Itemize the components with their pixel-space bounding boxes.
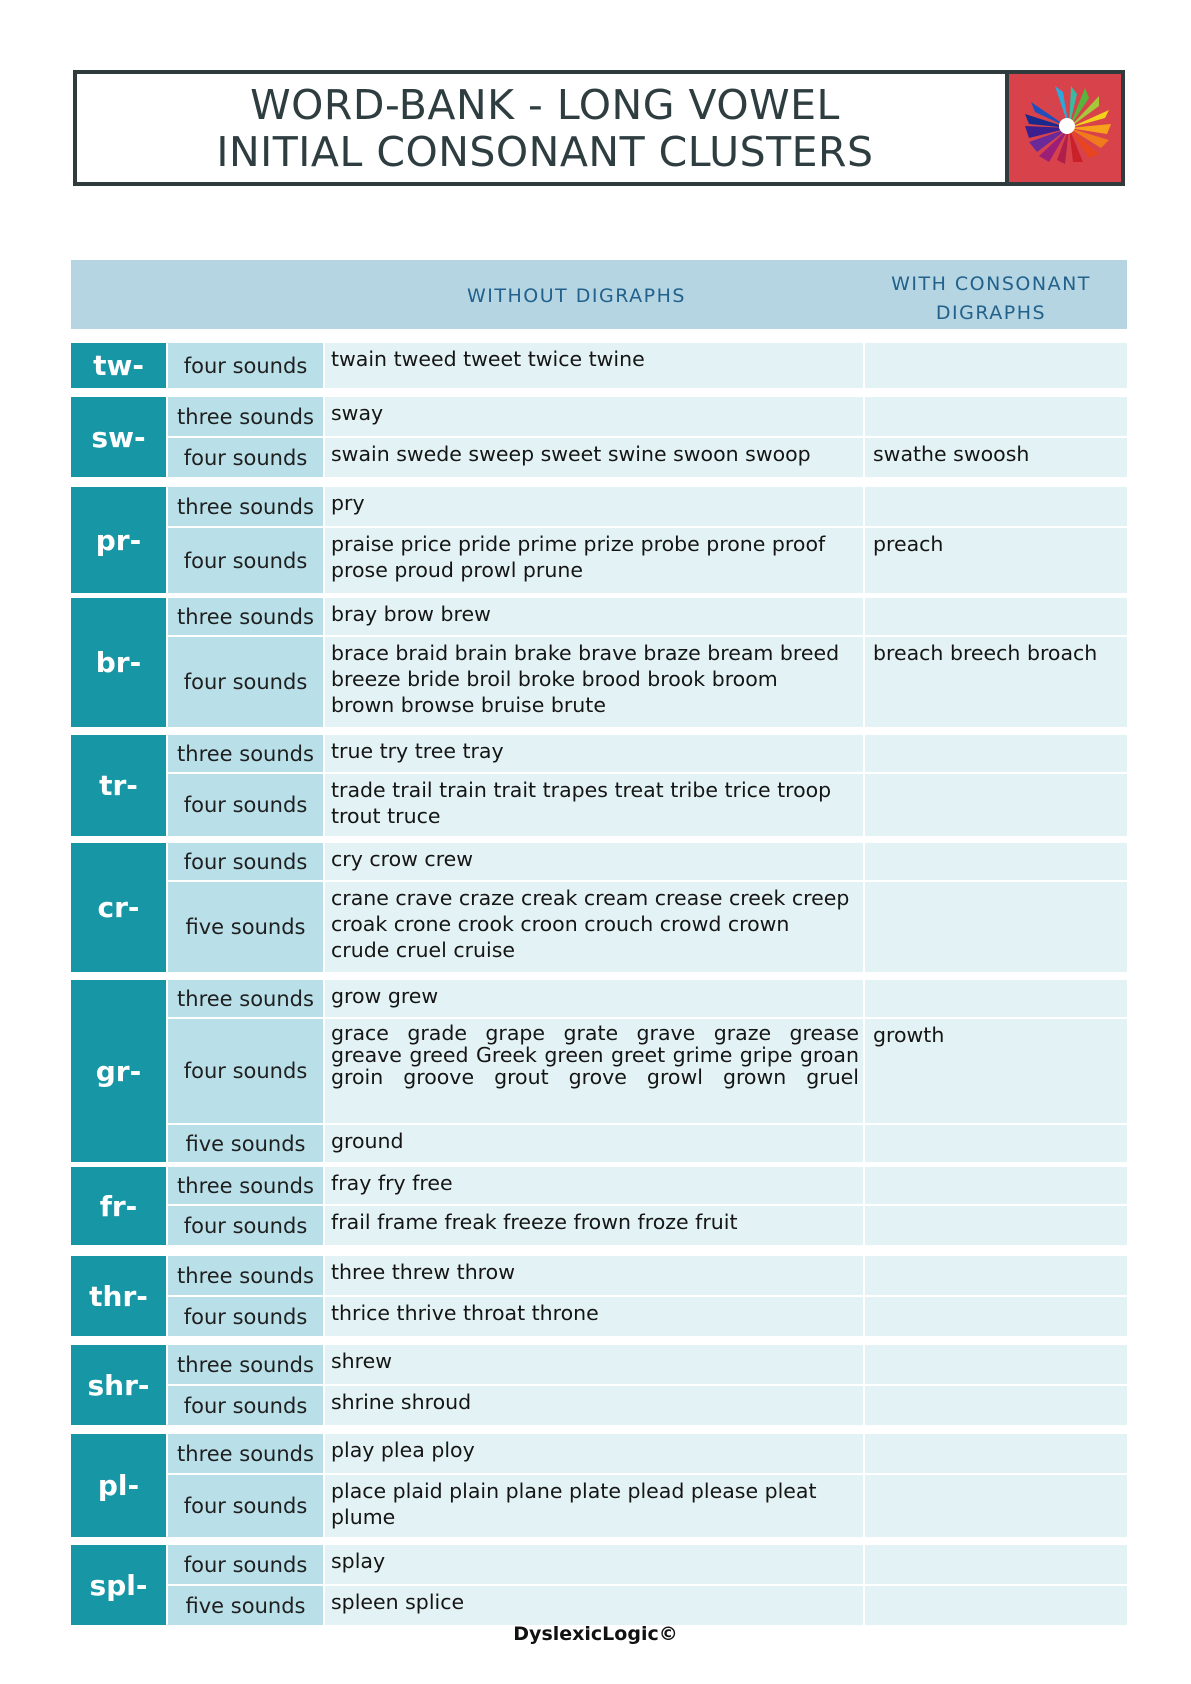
words-without-digraphs: fray fry free bbox=[325, 1167, 863, 1204]
words-with-digraphs bbox=[865, 1125, 1127, 1162]
table-row bbox=[168, 343, 1127, 388]
cluster-group bbox=[71, 1434, 1127, 1537]
words-without-digraphs: cry crow crew bbox=[325, 843, 863, 880]
sound-count-label: four sounds bbox=[168, 1019, 323, 1123]
sound-count-label: three sounds bbox=[168, 1167, 323, 1204]
words-without-digraphs: true try tree tray bbox=[325, 735, 863, 772]
words-with-digraphs bbox=[865, 1434, 1127, 1473]
table-row bbox=[168, 528, 1127, 593]
cluster-prefix: pl- bbox=[71, 1434, 166, 1537]
sound-count-label: three sounds bbox=[168, 397, 323, 436]
words-with-digraphs bbox=[865, 1586, 1127, 1625]
cluster-prefix: pr- bbox=[71, 487, 166, 593]
cluster-group bbox=[71, 1167, 1127, 1245]
sound-count-label: four sounds bbox=[168, 1475, 323, 1537]
words-with-digraphs bbox=[865, 1167, 1127, 1204]
sound-count-label: four sounds bbox=[168, 774, 323, 836]
footer-copyright: DyslexicLogic© bbox=[513, 1623, 678, 1645]
sound-count-label: three sounds bbox=[168, 1434, 323, 1473]
cluster-prefix: spl- bbox=[71, 1545, 166, 1625]
cluster-group bbox=[71, 1545, 1127, 1625]
cluster-group bbox=[71, 980, 1127, 1162]
cluster-prefix: fr- bbox=[71, 1167, 166, 1245]
table-row bbox=[168, 1345, 1127, 1384]
cluster-group bbox=[71, 735, 1127, 836]
words-without-digraphs: grow grew bbox=[325, 980, 863, 1017]
cluster-prefix: cr- bbox=[71, 843, 166, 972]
cluster-prefix: shr- bbox=[71, 1345, 166, 1425]
table-row bbox=[168, 980, 1127, 1017]
page-title bbox=[77, 82, 1013, 176]
words-without-digraphs: thrice thrive throat throne bbox=[325, 1297, 863, 1336]
words-with-digraphs bbox=[865, 1206, 1127, 1245]
table-row bbox=[168, 598, 1127, 635]
sound-count-label: four sounds bbox=[168, 1206, 323, 1245]
words-with-digraphs bbox=[865, 598, 1127, 635]
sound-count-label: four sounds bbox=[168, 1297, 323, 1336]
cluster-prefix: tr- bbox=[71, 735, 166, 836]
sound-count-label: four sounds bbox=[168, 343, 323, 388]
table-row bbox=[168, 1586, 1127, 1625]
words-with-digraphs bbox=[865, 980, 1127, 1017]
words-with-digraphs bbox=[865, 1256, 1127, 1295]
words-with-digraphs bbox=[865, 1545, 1127, 1584]
words-with-digraphs bbox=[865, 397, 1127, 436]
sound-count-label: three sounds bbox=[168, 1256, 323, 1295]
words-with-digraphs bbox=[865, 487, 1127, 526]
words-with-digraphs bbox=[865, 774, 1127, 836]
words-with-digraphs bbox=[865, 843, 1127, 880]
title-line-1: WORD-BANK - LONG VOWEL bbox=[250, 81, 840, 129]
sound-count-label: four sounds bbox=[168, 843, 323, 880]
words-without-digraphs: crane crave craze creak cream crease creek creep croak crone crook croon crouch crowd crown crude cruel cruise bbox=[325, 882, 863, 972]
table-row bbox=[168, 397, 1127, 436]
words-without-digraphs: spleen splice bbox=[325, 1586, 863, 1625]
words-without-digraphs: three threw throw bbox=[325, 1256, 863, 1295]
words-without-digraphs: bray brow brew bbox=[325, 598, 863, 635]
table-row bbox=[168, 735, 1127, 772]
words-with-digraphs bbox=[865, 1345, 1127, 1384]
header-with-consonant-digraphs: WITH CONSONANT DIGRAPHS bbox=[891, 273, 1091, 324]
words-without-digraphs: play plea ploy bbox=[325, 1434, 863, 1473]
table-header bbox=[71, 260, 1127, 329]
words-with-digraphs bbox=[865, 343, 1127, 388]
sound-count-label: four sounds bbox=[168, 528, 323, 593]
table-row bbox=[168, 882, 1127, 972]
words-without-digraphs: place plaid plain plane plate plead please pleat plume bbox=[325, 1475, 863, 1537]
logo bbox=[1005, 74, 1121, 182]
words-without-digraphs: swain swede sweep sweet swine swoon swoop bbox=[325, 438, 863, 477]
words-without-digraphs: ground bbox=[325, 1125, 863, 1162]
words-without-digraphs: brace braid brain brake brave braze bream breed breeze bride broil broke brood brook broom brown browse bruise brute bbox=[325, 637, 863, 727]
cluster-prefix: br- bbox=[71, 598, 166, 727]
cluster-group bbox=[71, 843, 1127, 972]
sound-count-label: three sounds bbox=[168, 598, 323, 635]
cluster-group bbox=[71, 1345, 1127, 1425]
table-row bbox=[168, 637, 1127, 727]
words-without-digraphs: splay bbox=[325, 1545, 863, 1584]
sound-count-label: five sounds bbox=[168, 1586, 323, 1625]
cluster-prefix: thr- bbox=[71, 1256, 166, 1336]
words-with-digraphs bbox=[865, 882, 1127, 972]
table-row bbox=[168, 1125, 1127, 1162]
table-row bbox=[168, 1475, 1127, 1537]
cluster-prefix: gr- bbox=[71, 980, 166, 1162]
table-row bbox=[168, 487, 1127, 526]
title-line-2: INITIAL CONSONANT CLUSTERS bbox=[216, 128, 874, 176]
rainbow-flower-icon bbox=[1015, 80, 1115, 176]
table-row bbox=[168, 843, 1127, 880]
sound-count-label: four sounds bbox=[168, 637, 323, 727]
words-with-digraphs bbox=[865, 1297, 1127, 1336]
table-row bbox=[168, 438, 1127, 477]
words-without-digraphs: grace grade grape grate grave graze grease greave greed Greek green greet grime gripe groan groin groove grout grove growl grown gruel bbox=[325, 1019, 863, 1123]
words-with-digraphs: preach bbox=[865, 528, 1127, 593]
cluster-prefix: sw- bbox=[71, 397, 166, 477]
table-row bbox=[168, 1297, 1127, 1336]
words-without-digraphs: twain tweed tweet twice twine bbox=[325, 343, 863, 388]
cluster-group bbox=[71, 1256, 1127, 1336]
words-with-digraphs bbox=[865, 1475, 1127, 1537]
header-without-digraphs: WITHOUT DIGRAPHS bbox=[467, 285, 686, 307]
sound-count-label: three sounds bbox=[168, 980, 323, 1017]
table-row bbox=[168, 1167, 1127, 1204]
words-with-digraphs: breach breech broach bbox=[865, 637, 1127, 727]
words-with-digraphs: swathe swoosh bbox=[865, 438, 1127, 477]
table-row bbox=[168, 1256, 1127, 1295]
words-with-digraphs bbox=[865, 1386, 1127, 1425]
sound-count-label: three sounds bbox=[168, 1345, 323, 1384]
sound-count-label: three sounds bbox=[168, 487, 323, 526]
words-without-digraphs: praise price pride prime prize probe prone proof prose proud prowl prune bbox=[325, 528, 863, 593]
words-without-digraphs: frail frame freak freeze frown froze fruit bbox=[325, 1206, 863, 1245]
cluster-prefix: tw- bbox=[71, 343, 166, 388]
words-without-digraphs: pry bbox=[325, 487, 863, 526]
table-row bbox=[168, 1386, 1127, 1425]
words-without-digraphs: sway bbox=[325, 397, 863, 436]
sound-count-label: three sounds bbox=[168, 735, 323, 772]
sound-count-label: five sounds bbox=[168, 882, 323, 972]
cluster-group bbox=[71, 343, 1127, 388]
table-row bbox=[168, 1434, 1127, 1473]
sound-count-label: four sounds bbox=[168, 438, 323, 477]
sound-count-label: four sounds bbox=[168, 1386, 323, 1425]
words-without-digraphs: shrew bbox=[325, 1345, 863, 1384]
title-box bbox=[73, 70, 1125, 186]
table-row bbox=[168, 1206, 1127, 1245]
table-row bbox=[168, 774, 1127, 836]
words-with-digraphs: growth bbox=[865, 1019, 1127, 1123]
sound-count-label: five sounds bbox=[168, 1125, 323, 1162]
words-with-digraphs bbox=[865, 735, 1127, 772]
words-without-digraphs: trade trail train trait trapes treat tribe trice troop trout truce bbox=[325, 774, 863, 836]
words-without-digraphs: shrine shroud bbox=[325, 1386, 863, 1425]
cluster-group bbox=[71, 397, 1127, 477]
table-row bbox=[168, 1545, 1127, 1584]
cluster-group bbox=[71, 598, 1127, 727]
table-row bbox=[168, 1019, 1127, 1123]
cluster-group bbox=[71, 487, 1127, 593]
sound-count-label: four sounds bbox=[168, 1545, 323, 1584]
